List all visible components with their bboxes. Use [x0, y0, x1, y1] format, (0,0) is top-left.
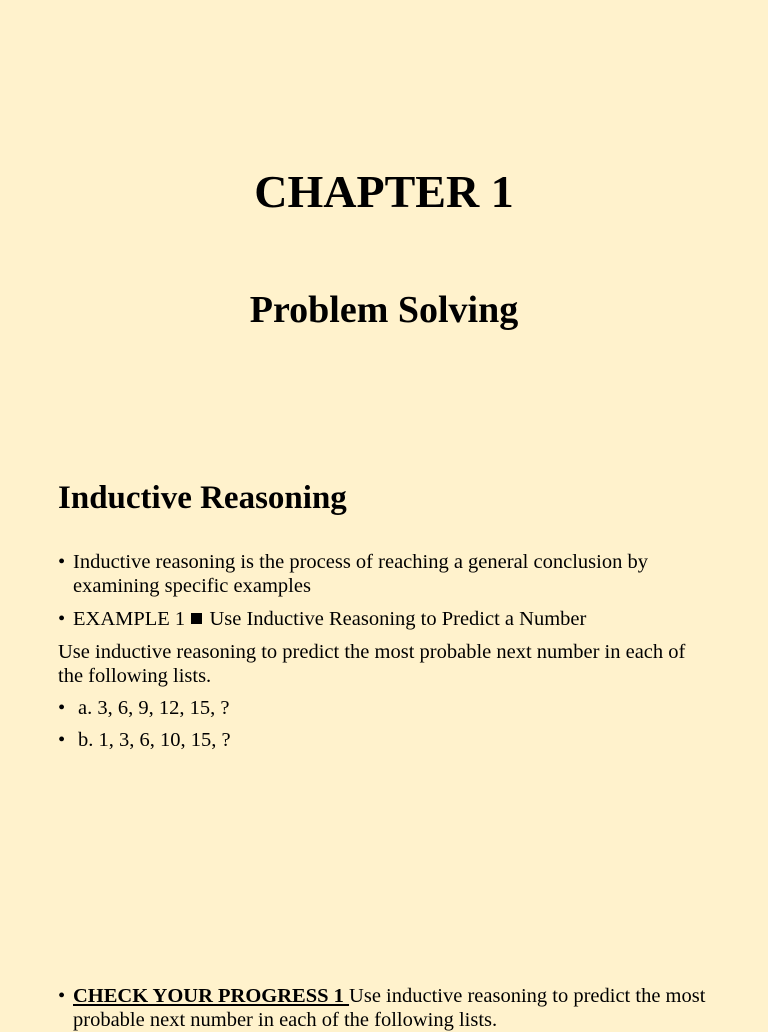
- example-title: Use Inductive Reasoning to Predict a Number: [209, 608, 587, 630]
- list-item-check-progress: [58, 984, 718, 1032]
- bullet-icon: •: [58, 729, 66, 751]
- bullet-icon: •: [58, 697, 66, 719]
- chapter-subtitle: Problem Solving: [249, 289, 519, 331]
- square-bullet-icon: [191, 613, 202, 624]
- example-instruction: Use inductive reasoning to predict the most probable next number in each of the following lists.: [58, 641, 686, 687]
- check-progress-text: Use inductive reasoning to predict the most probable next number in each of the following lists.: [73, 985, 706, 1031]
- definition-text: Inductive reasoning is the process of reaching a general conclusion by examining specific examples: [73, 551, 648, 597]
- list-item-definition: [58, 550, 718, 598]
- bullet-icon: •: [58, 551, 66, 573]
- list-item-a: [58, 696, 718, 720]
- bullet-icon: •: [58, 608, 66, 630]
- example-heading: [73, 607, 718, 631]
- list-item-example: [58, 607, 718, 631]
- check-progress-label: CHECK YOUR PROGRESS 1: [73, 985, 350, 1007]
- example-prefix: EXAMPLE 1: [73, 608, 186, 630]
- chapter-title: CHAPTER 1: [254, 166, 514, 217]
- section-heading: Inductive Reasoning: [58, 480, 347, 516]
- item-a-text: a. 3, 6, 9, 12, 15, ?: [78, 697, 230, 719]
- list-item-b: [58, 728, 718, 752]
- item-b-text: b. 1, 3, 6, 10, 15, ?: [78, 729, 231, 751]
- bullet-icon: •: [58, 985, 66, 1007]
